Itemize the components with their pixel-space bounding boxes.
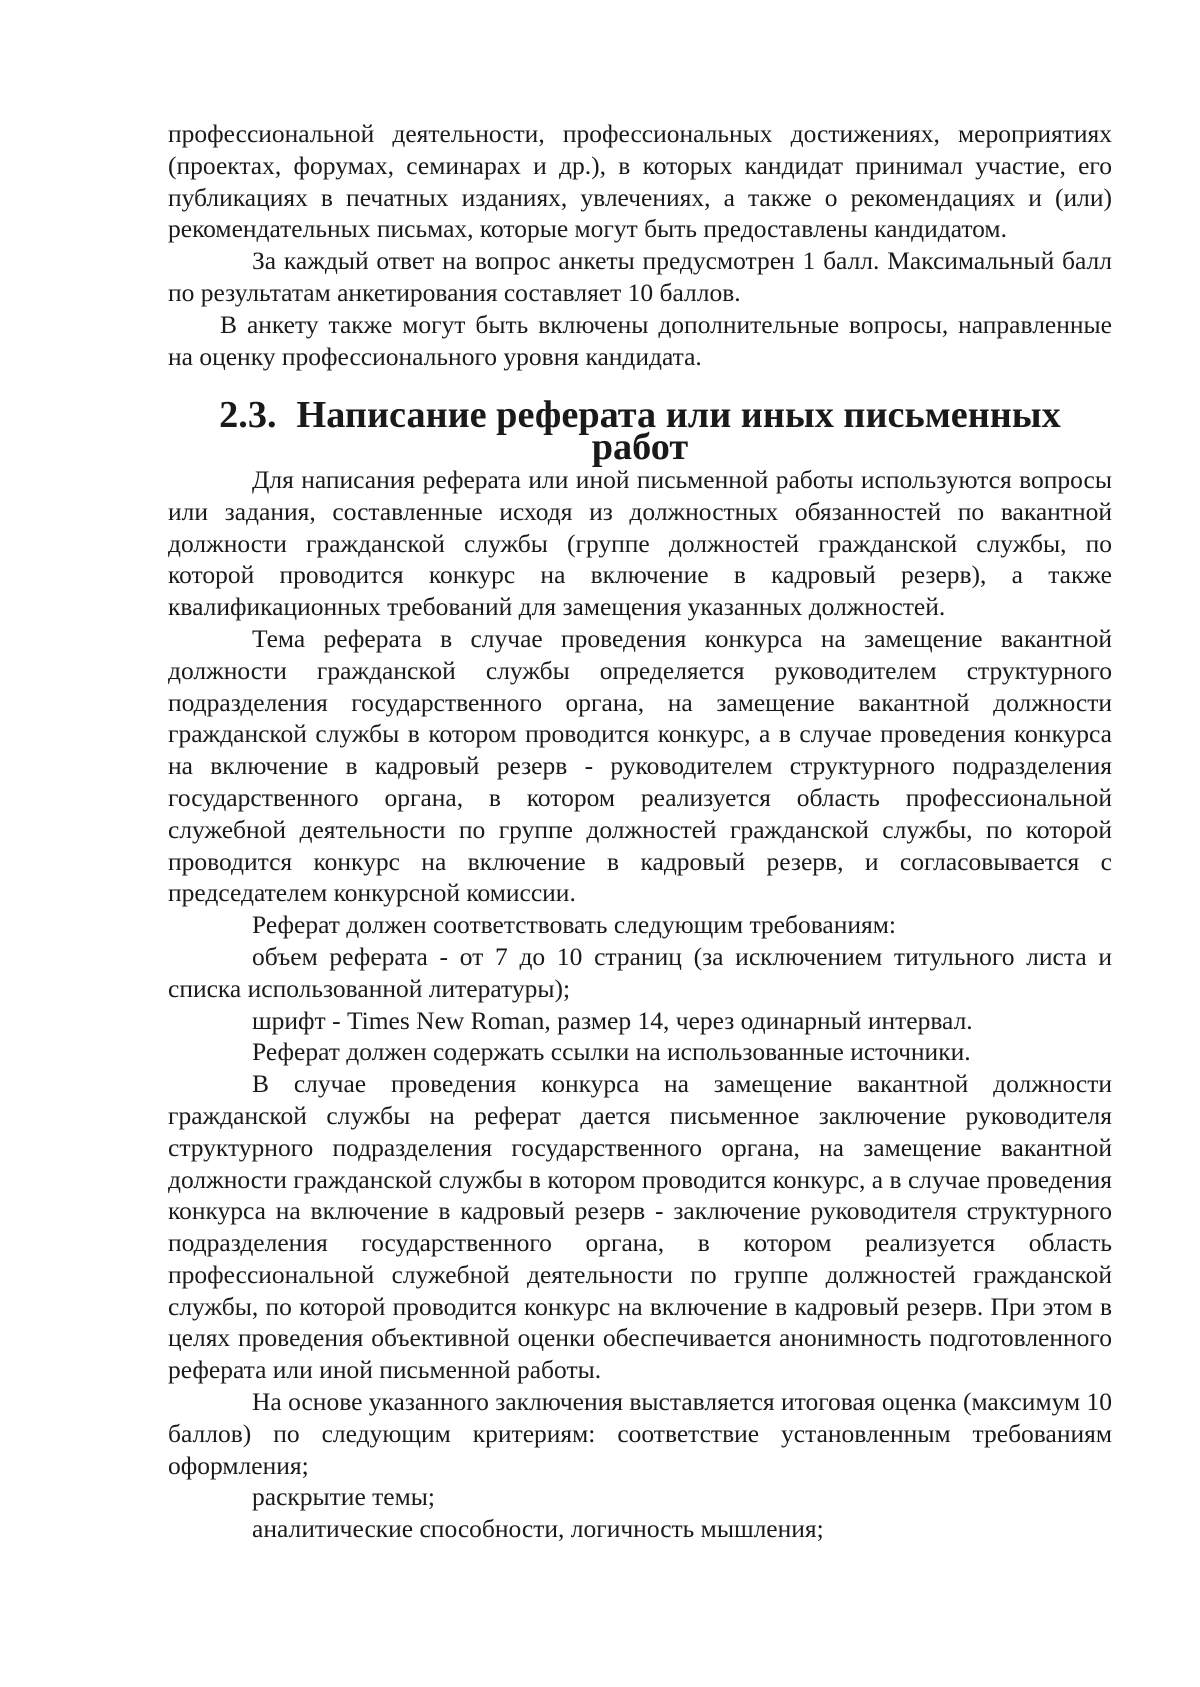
- paragraph-questionnaire-score: За каждый ответ на вопрос анкеты предусмотрен 1 балл. Максимальный балл по результатам анкетирования составляет 10 баллов.: [168, 246, 1112, 307]
- paragraph-additional-questions: В анкету также могут быть включены дополнительные вопросы, направленные на оценку профессионального уровня кандидата.: [168, 309, 1112, 371]
- paragraph-essay-topic: Тема реферата в случае проведения конкурса на замещение вакантной должности гражданской службы определяется руководителем структурного подразделения государственного органа, на замещение вакантной должности гражданской службы в котором проводится конкурс, а в случае проведения конкурса на включение в кадровый резерв - руководителем структурного подразделения государственного органа, в котором реализуется область профессиональной служебной деятельности по группе должностей гражданской службы, по которой проводится конкурс на включение в кадровый резерв, и согласовывается с председателем конкурсной комиссии.: [168, 623, 1112, 908]
- section-number: 2.3.: [219, 394, 277, 437]
- paragraph-final-score: На основе указанного заключения выставляется итоговая оценка (максимум 10 баллов) по следующим критериям: соответствие установленным требованиям оформления;: [168, 1387, 1113, 1480]
- list-item-essay-font: шрифт - Times New Roman, размер 14, через одинарный интервал.: [252, 1005, 973, 1035]
- section-title: Написание реферата или иных письменных работ: [296, 394, 1061, 469]
- paragraph-essay-requirements-intro: Реферат должен соответствовать следующим требованиям:: [252, 910, 896, 940]
- list-item-essay-volume: объем реферата - от 7 до 10 страниц (за исключением титульного листа и списка использованной литературы);: [168, 941, 1112, 1003]
- list-item-analytical-abilities: аналитические способности, логичность мышления;: [252, 1514, 824, 1544]
- paragraph-essay-conclusion: В случае проведения конкурса на замещение вакантной должности гражданской службы на реферат дается письменное заключение руководителя структурного подразделения государственного органа, на замещение вакантной должности гражданской службы в котором проводится конкурс, а в случае проведения конкурса на включение в кадровый резерв - заключение руководителя структурного подразделения государственного органа, в котором реализуется область профессиональной служебной деятельности по группе должностей гражданской службы, по которой проводится конкурс на включение в кадровый резерв. При этом в целях проведения объективной оценки обеспечивается анонимность подготовленного реферата или иной письменной работы.: [168, 1069, 1112, 1385]
- list-item-topic-coverage: раскрытие темы;: [252, 1482, 435, 1512]
- document-page: [168, 118, 1112, 1545]
- paragraph-essay-questions: Для написания реферата или иной письменной работы используются вопросы или задания, составленные исходя из должностных обязанностей по вакантной должности гражданской службы (группе должностей гражданской службы, по которой проводится конкурс на включение в кадровый резерв), а также квалификационных требований для замещения указанных должностей.: [168, 464, 1112, 622]
- section-heading: [168, 394, 1112, 469]
- paragraph-essay-references: Реферат должен содержать ссылки на использованные источники.: [252, 1037, 971, 1067]
- paragraph-continuation: профессиональной деятельности, профессиональных достижениях, мероприятиях (проектах, форумах, семинарах и др.), в которых кандидат принимал участие, его публикациях в печатных изданиях, увлечениях, а также о рекомендациях и (или) рекомендательных письмах, которые могут быть предоставлены кандидатом.: [168, 119, 1112, 244]
